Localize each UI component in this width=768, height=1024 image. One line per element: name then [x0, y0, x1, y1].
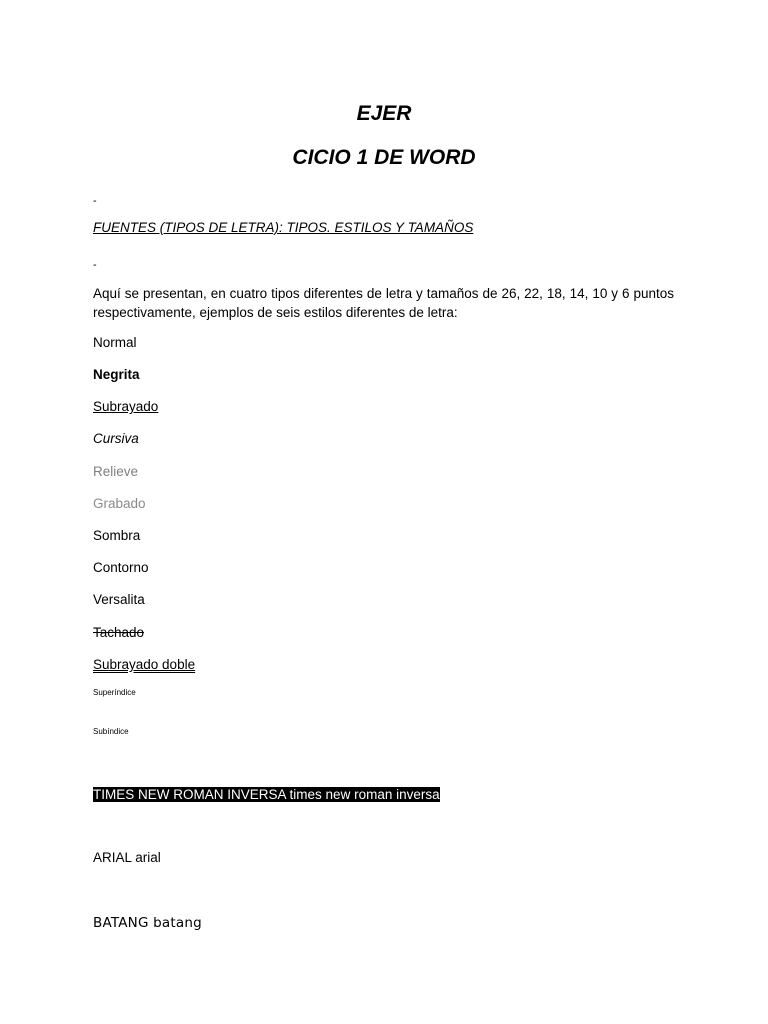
style-italic: Cursiva	[93, 431, 139, 446]
section-subheading: FUENTES (TIPOS DE LETRA): TIPOS. ESTILOS Y TAMAÑOS	[93, 220, 474, 235]
font-sample-batang: BATANG batang	[93, 915, 202, 931]
style-double-underline: Subrayado doble	[93, 657, 196, 672]
style-engrave: Grabado	[93, 496, 146, 511]
style-relief: Relieve	[93, 464, 139, 479]
document-title-line2: CICIO 1 DE WORD	[292, 146, 476, 169]
style-normal: Normal	[93, 335, 137, 350]
times-lower-text: times new roman inversa	[289, 787, 440, 802]
times-inverse-highlight	[93, 787, 440, 802]
style-strikethrough: Tachado	[93, 625, 145, 640]
font-sample-arial: ARIAL arial	[93, 850, 161, 865]
intro-paragraph: Aquí se presentan, en cuatro tipos diferentes de letra y tamaños de 26, 22, 18, 14, 10 y 6 puntos respectivamente, ejemplos de seis estilos diferentes de letra:	[93, 286, 674, 320]
style-bold: Negrita	[93, 367, 140, 382]
times-upper-text: TIMES NEW ROMAN INVERSA	[93, 787, 286, 802]
dash-marker-2: -	[93, 259, 97, 271]
dash-marker-1: -	[93, 195, 97, 207]
style-outline: Contorno	[93, 560, 149, 575]
document-title-line1: EJER	[356, 102, 412, 125]
style-smallcaps: Versalita	[93, 592, 145, 607]
style-superscript: Superíndice	[93, 688, 136, 697]
style-subscript: Subíndice	[93, 727, 129, 736]
style-shadow: Sombra	[93, 528, 141, 543]
style-underline: Subrayado	[93, 399, 159, 414]
font-sample-times	[93, 787, 440, 803]
